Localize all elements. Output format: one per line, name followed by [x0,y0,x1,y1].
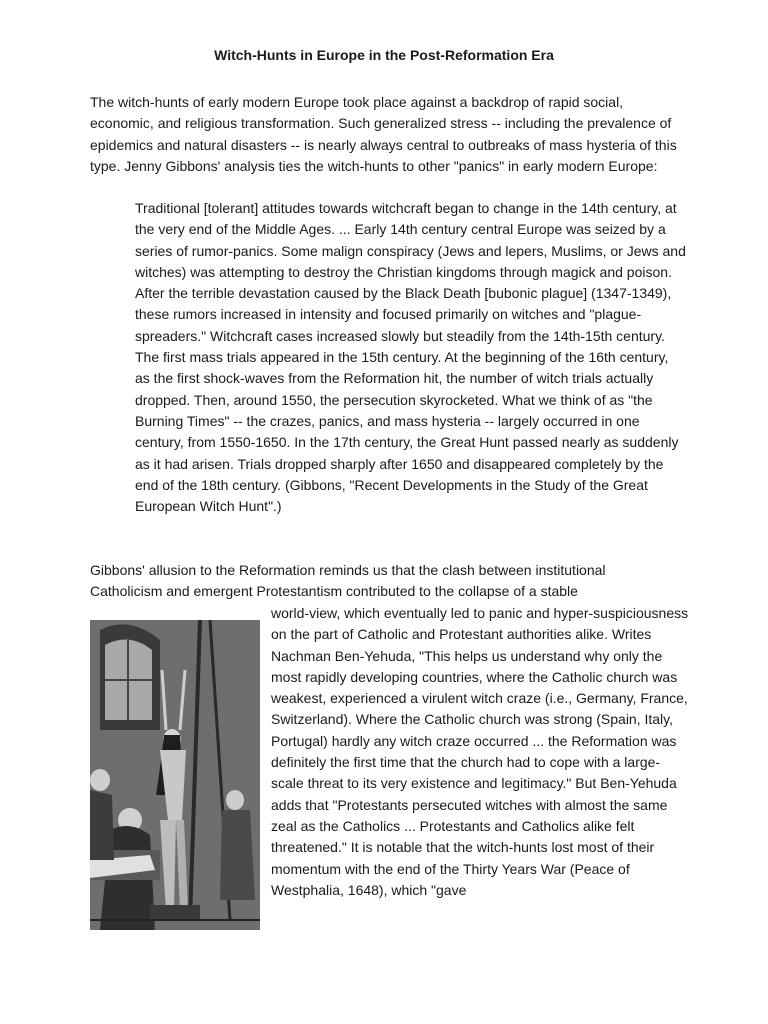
page-title: Witch-Hunts in Europe in the Post-Reformation Era [214,47,554,63]
block-quote: Traditional [tolerant] attitudes towards witchcraft began to change in the 14th century, at the very end of the Middle Ages. ... Early 14th century central Europe was seized by a series of rumor-panics. Some malign conspiracy (Jews and lepers, Muslims, or Jews and witches) was attempting to destroy the Christian kingdoms through magick and poison. After the terrible devastation caused by the Black Death [bubonic plague] (1347-1349), these rumors increased in intensity and focused primarily on witches and "plague-spreaders." Witchcraft cases increased slowly but steadily from the 14th-15th century. The first mass trials appeared in the 15th century. At the beginning of the 16th century, as the first shock-waves from the Reformation hit, the number of witch trials actually dropped. Then, around 1550, the persecution skyrocketed. What we think of as "the Burning Times" -- the crazes, panics, and mass hysteria -- largely occurred in one century, from 1550-1650. In the 17th century, the Great Hunt passed nearly as suddenly as it had arisen. Trials dropped sharply after 1650 and disappeared completely by the end of the 18th century. (Gibbons, "Recent Developments in the Study of the Great European Witch Hunt".) [135,200,686,515]
witch-trial-illustration [90,620,260,930]
paragraph-two-continued: world-view, which eventually led to panic and hyper-suspiciousness on the part of Catholic and Protestant authorities alike. Writes Nachman Ben-Yehuda, "This helps us understand why only the most rapidly developing countries, where the Catholic church was weakest, experienced a virulent witch craze (i.e., Germany, France, Switzerland). Where the Catholic church was strong (Spain, Italy, Portugal) hardly any witch craze occurred ... the Reformation was definitely the first time that the church had to cope with a large-scale threat to its very existence and legitimacy." But Ben-Yehuda adds that "Protestants persecuted witches with almost the same zeal as the Catholics ... Protestants and Catholics alike felt threatened." It is notable that the witch-hunts lost most of their momentum with the end of the Thirty Years War (Peace of Westphalia, 1648), which "gave [271,605,689,898]
paragraph-two-lead: Gibbons' allusion to the Reformation reminds us that the clash between institutional Catholicism and emergent Protestantism contributed to the collapse of a stable [90,562,606,600]
intro-paragraph: The witch-hunts of early modern Europe took place against a backdrop of rapid social, economic, and religious transformation. Such generalized stress -- including the prevalence of epidemics and natural disasters -- is nearly always central to outbreaks of mass hysteria of this type. Jenny Gibbons' analysis ties the witch-hunts to other "panics" in early modern Europe: [90,94,677,174]
